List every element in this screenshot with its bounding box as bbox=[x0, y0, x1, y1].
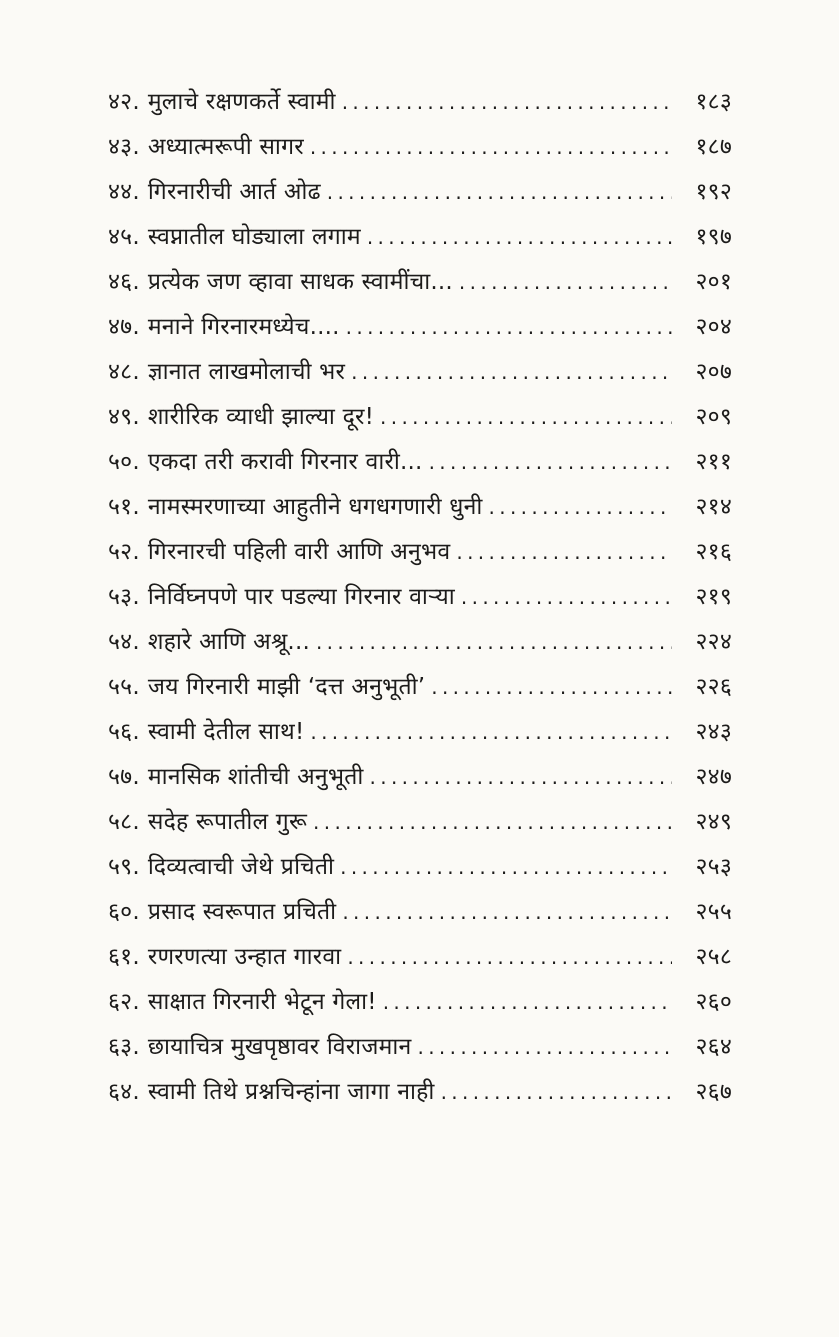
dot-leader bbox=[459, 260, 672, 305]
entry-title: स्वप्नातील घोड्याला लगाम bbox=[147, 224, 361, 250]
toc-entry bbox=[108, 890, 732, 935]
dot-leader bbox=[351, 350, 672, 395]
dot-leader bbox=[342, 80, 672, 125]
entry-title: प्रत्येक जण व्हावा साधक स्वामींचा... bbox=[147, 269, 453, 295]
dot-leader bbox=[310, 125, 672, 170]
entry-page-number: २१९ bbox=[695, 584, 732, 610]
toc-entry bbox=[108, 665, 732, 710]
dot-leader bbox=[380, 395, 672, 440]
entry-page-number: १९७ bbox=[695, 224, 732, 250]
entry-title: स्वामी देतील साथ! bbox=[147, 719, 305, 745]
dot-leader bbox=[489, 485, 672, 530]
entry-page-number: २२६ bbox=[695, 674, 732, 700]
dot-leader bbox=[342, 890, 672, 935]
entry-page-number: २४७ bbox=[695, 764, 732, 790]
dot-leader bbox=[316, 620, 672, 665]
dot-leader bbox=[313, 800, 672, 845]
toc-entry bbox=[108, 620, 732, 665]
dot-leader bbox=[441, 1070, 672, 1115]
dot-leader bbox=[370, 755, 672, 800]
entry-page-number: २०४ bbox=[695, 314, 732, 340]
entry-page-number: २०९ bbox=[695, 404, 732, 430]
dot-leader bbox=[461, 575, 672, 620]
entry-page-number: २५८ bbox=[695, 944, 732, 970]
toc-entry bbox=[108, 845, 732, 890]
toc-entry bbox=[108, 1025, 732, 1070]
entry-title: अध्यात्मरूपी सागर bbox=[147, 134, 304, 160]
entry-number: ५६. bbox=[108, 719, 140, 745]
entry-page-number: २११ bbox=[695, 449, 732, 475]
dot-leader bbox=[417, 1025, 672, 1070]
entry-number: ५७. bbox=[108, 764, 140, 790]
entry-number: ५५. bbox=[108, 674, 140, 700]
toc-entry bbox=[108, 530, 732, 575]
dot-leader bbox=[310, 710, 672, 755]
entry-number: ४२. bbox=[108, 89, 140, 115]
entry-number: ५४. bbox=[108, 629, 140, 655]
entry-title: दिव्यत्वाची जेथे प्रचिती bbox=[147, 854, 335, 880]
toc-entry bbox=[108, 215, 732, 260]
toc-entry bbox=[108, 980, 732, 1025]
entry-page-number: १९२ bbox=[695, 179, 732, 205]
entry-title: नामस्मरणाच्या आहुतीने धगधगणारी धुनी bbox=[147, 494, 483, 520]
toc-entry bbox=[108, 935, 732, 980]
entry-title: मानसिक शांतीची अनुभूती bbox=[147, 764, 364, 790]
entry-number: ५९. bbox=[108, 854, 140, 880]
entry-title: जय गिरनारी माझी ‘दत्त अनुभूती’ bbox=[147, 674, 426, 700]
entry-page-number: २०१ bbox=[695, 269, 732, 295]
entry-page-number: २६० bbox=[695, 989, 732, 1015]
toc-entry bbox=[108, 260, 732, 305]
entry-number: ६२. bbox=[108, 989, 140, 1015]
entry-number: ५८. bbox=[108, 809, 140, 835]
entry-page-number: २६४ bbox=[695, 1034, 732, 1060]
entry-number: ४९. bbox=[108, 404, 140, 430]
dot-leader bbox=[346, 305, 672, 350]
dot-leader bbox=[429, 440, 672, 485]
entry-number: ५२. bbox=[108, 539, 140, 565]
toc-entry bbox=[108, 755, 732, 800]
entry-page-number: २४३ bbox=[695, 719, 732, 745]
toc-entry bbox=[108, 80, 732, 125]
entry-title: स्वामी तिथे प्रश्नचिन्हांना जागा नाही bbox=[147, 1079, 435, 1105]
entry-number: ६१. bbox=[108, 944, 140, 970]
toc-entry bbox=[108, 125, 732, 170]
entry-page-number: २०७ bbox=[695, 359, 732, 385]
entry-title: गिरनारीची आर्त ओढ bbox=[147, 179, 321, 205]
table-of-contents bbox=[108, 80, 732, 1115]
dot-leader bbox=[340, 845, 672, 890]
entry-number: ४७. bbox=[108, 314, 140, 340]
entry-number: ५०. bbox=[108, 449, 140, 475]
entry-page-number: २२४ bbox=[695, 629, 732, 655]
entry-title: साक्षात गिरनारी भेटून गेला! bbox=[147, 989, 377, 1015]
entry-number: ६३. bbox=[108, 1034, 140, 1060]
entry-number: ४६. bbox=[108, 269, 140, 295]
toc-entry bbox=[108, 440, 732, 485]
dot-leader bbox=[347, 935, 672, 980]
dot-leader bbox=[327, 170, 672, 215]
entry-page-number: २१४ bbox=[695, 494, 732, 520]
toc-entry bbox=[108, 575, 732, 620]
entry-page-number: २५५ bbox=[695, 899, 732, 925]
toc-entry bbox=[108, 485, 732, 530]
entry-title: मनाने गिरनारमध्येच.... bbox=[147, 314, 340, 340]
entry-page-number: २६७ bbox=[695, 1079, 732, 1105]
entry-page-number: १८७ bbox=[695, 134, 732, 160]
toc-entry bbox=[108, 170, 732, 215]
dot-leader bbox=[456, 530, 672, 575]
toc-entry bbox=[108, 710, 732, 755]
entry-title: गिरनारची पहिली वारी आणि अनुभव bbox=[147, 539, 451, 565]
entry-title: शहारे आणि अश्रू... bbox=[147, 629, 310, 655]
entry-page-number: २४९ bbox=[695, 809, 732, 835]
entry-number: ४४. bbox=[108, 179, 140, 205]
entry-number: ५१. bbox=[108, 494, 140, 520]
entry-title: रणरणत्या उन्हात गारवा bbox=[147, 944, 342, 970]
entry-number: ४५. bbox=[108, 224, 140, 250]
entry-page-number: २१६ bbox=[695, 539, 732, 565]
entry-number: ४३. bbox=[108, 134, 140, 160]
entry-page-number: २५३ bbox=[695, 854, 732, 880]
entry-title: मुलाचे रक्षणकर्ते स्वामी bbox=[147, 89, 336, 115]
entry-title: प्रसाद स्वरूपात प्रचिती bbox=[147, 899, 337, 925]
entry-title: सदेह रूपातील गुरू bbox=[147, 809, 308, 835]
entry-title: एकदा तरी करावी गिरनार वारी... bbox=[147, 449, 423, 475]
entry-title: छायाचित्र मुखपृष्ठावर विराजमान bbox=[147, 1034, 412, 1060]
entry-title: ज्ञानात लाखमोलाची भर bbox=[147, 359, 346, 385]
entry-number: ६४. bbox=[108, 1079, 140, 1105]
toc-entry bbox=[108, 800, 732, 845]
entry-number: ५३. bbox=[108, 584, 140, 610]
dot-leader bbox=[383, 980, 672, 1025]
entry-title: शारीरिक व्याधी झाल्या दूर! bbox=[147, 404, 375, 430]
entry-number: ६०. bbox=[108, 899, 140, 925]
entry-number: ४८. bbox=[108, 359, 140, 385]
dot-leader bbox=[431, 665, 672, 710]
toc-entry bbox=[108, 395, 732, 440]
entry-title: निर्विघ्नपणे पार पडल्या गिरनार वाऱ्या bbox=[147, 584, 455, 610]
toc-entry bbox=[108, 350, 732, 395]
toc-entry bbox=[108, 1070, 732, 1115]
entry-page-number: १८३ bbox=[695, 89, 732, 115]
toc-entry bbox=[108, 305, 732, 350]
dot-leader bbox=[367, 215, 672, 260]
